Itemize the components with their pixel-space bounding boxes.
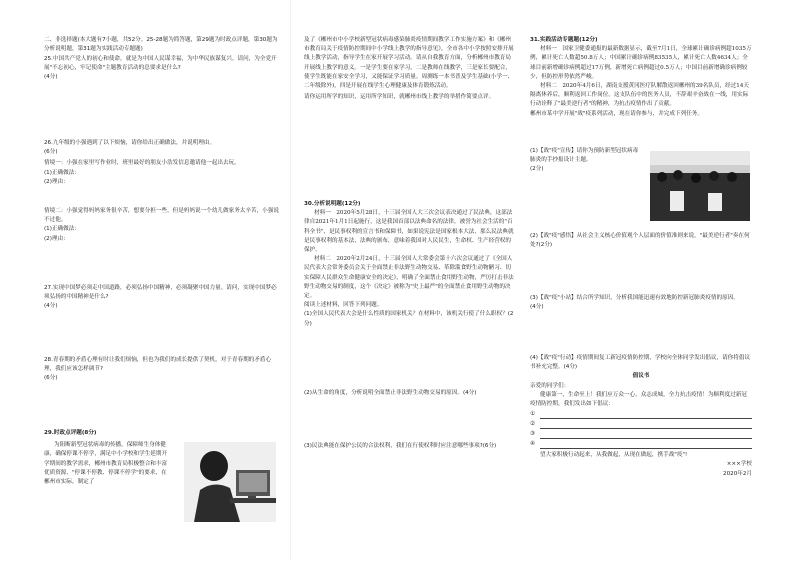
q30-material-1: 材料一 2020年5月28日，十三届全国人大三次会议表决通过了民法典，这部法律自2021年1月1日起施行，这是我国首部以法典命名的法律，被誉为社会生活的"百科全书"，是民事权利的宣言书和保障书，如果说宪法是国家根本大法，那么民法典就是民事权利的基本法，法典的颁布，意味着我国对人民民生，生命权、生产经营权的保护。 bbox=[304, 210, 514, 254]
question-29-continued bbox=[304, 36, 516, 102]
question-26 bbox=[44, 139, 282, 244]
q29-continued-text: 及了《郴州市中小学校新型冠状病毒感染肺炎疫情期间教学工作实施方案》和《郴州市教育局关于疫情防控期间中小学线上教学的指导意见》，全市各中小学按照安排开展线上教学活动，指导学生在家开展学习活动。请从自我教育方面，分析郴州市教育局开展线上教学的意义。一是学生要在家学习，二是教师在线教学，三是家长要配合，使学生既能在家安全学习，又能保证学习质量。周测练一本书普及学生基础(小学一、二年级除外)，四是开展在线学生心理健康及体育锻炼活动。 bbox=[304, 37, 514, 90]
q31-t2-score: (2分) bbox=[538, 242, 553, 249]
q31-task-2 bbox=[530, 232, 752, 250]
proposal-line-1 bbox=[530, 409, 752, 419]
proposal-line-1-number: ① bbox=[530, 411, 536, 418]
q30-question-1 bbox=[304, 310, 516, 328]
q31-task-3 bbox=[530, 294, 752, 312]
q31-material-2: 材料二 2020年4月6日，湖南支援黄冈医疗队解散返回郴州的39名队员，经过14天隔离休养后，顺利返回工作岗位。这支队伍中的医务人员，不辞艰辛奋战在一线，用实际行动诠释了"最美逆行者"的精神，为抗击疫情作出了贡献。 bbox=[530, 83, 749, 108]
q30-question-2-block bbox=[304, 389, 516, 398]
q30-question-3-block bbox=[304, 442, 516, 451]
q31-t1-score: (2分) bbox=[530, 166, 544, 173]
q30-q3-text: (3)民法典能在保护公民的合法权利，我们在行使权利时应注意哪些事项? bbox=[304, 443, 483, 449]
q30-title: 30.分析说明题(12分) bbox=[304, 201, 361, 207]
q31-t2-text: (2)【战"疫"感悟】从社会主义核心价值观个人层面的价值准则来说，"最美逆行者"奏在何处? bbox=[530, 233, 750, 249]
q26-score: (6分) bbox=[44, 149, 58, 156]
student-at-computer-illustration bbox=[184, 442, 276, 522]
proposal-answer-line-4[interactable] bbox=[540, 439, 752, 449]
question-28 bbox=[44, 356, 282, 384]
q30-q3-score: (6分) bbox=[482, 443, 497, 449]
q30-q2-score: (4分) bbox=[462, 390, 477, 396]
question-25 bbox=[44, 55, 282, 83]
q30-q1-text: (1)全国人民代表大会是什么性质的国家机关？在材料中，该机关行使了什么职权？ bbox=[304, 311, 508, 318]
q28-score: (6分) bbox=[44, 375, 58, 382]
q25-text: 25.中国共产党人的初心和使命，就是为中国人民谋幸福，为中华民族谋复兴。请问，为全党开展"不忘初心，牢记使命"主题教育活动的总要求是什么? bbox=[44, 56, 277, 72]
q31-t4-score: (4分) bbox=[563, 364, 578, 371]
q26-s1-answer-b: (2)理由： bbox=[44, 178, 69, 185]
q31-t3-text: (3)【战"疫"小站】结合所学知识，分析我国能迅速有效地防控新冠肺炎疫情的原因。 bbox=[530, 295, 739, 301]
proposal-title: 倡议书 bbox=[632, 373, 650, 380]
proposal-answer-line-2[interactable] bbox=[540, 419, 752, 429]
q30-material-2: 材料二 2020年2月24日，十三届全国人大常委会第十六次会议通过了《全国人民代表大会常务委员会关于全面禁止非法野生动物交易、革除滥食野生动物陋习、切实保障人民群众生命健康安全的决定》，明确了全面禁止食用野生动物，严厉打击非法野生动物交易的制度，这个《决定》被称为"史上最严"的全面禁止食用野生动物的决定。 bbox=[304, 256, 514, 300]
question-31 bbox=[530, 36, 752, 119]
q29-question: 请你运用所学的知识，运用所学知识，就郴州市线上教学的举措作简要点评。 bbox=[304, 94, 495, 101]
section-header bbox=[44, 36, 282, 54]
question-27 bbox=[44, 284, 282, 312]
proposal-greeting: 亲爱的同学们： bbox=[530, 382, 570, 389]
q26-text: 26.九年级的小强遇到了以下烦恼，请你给出正确做法，并说明理由。 bbox=[44, 140, 216, 146]
medical-team-illustration bbox=[650, 151, 750, 221]
proposal-line-2 bbox=[530, 419, 752, 429]
proposal-line-3-number: ③ bbox=[530, 431, 536, 438]
page-fold bbox=[290, 0, 291, 561]
q28-text: 28.青春期的矛盾心理有时让我们烦恼，但也为我们的成长提供了契机，对于青春期的矛盾心理，我们应该怎样调节? bbox=[44, 357, 272, 373]
q27-score: (4分) bbox=[44, 303, 58, 310]
proposal-line-4-number: ④ bbox=[530, 441, 536, 448]
proposal-date: 2020年2月 bbox=[723, 470, 752, 477]
q31-task-2-question bbox=[530, 232, 752, 250]
q29-title: 29.时政点评题(8分) bbox=[44, 430, 97, 436]
q29-text: 为阻断新型冠状病毒的传播，保障师生身体健康，确保停课不停学，满足中小学校和学生延期开学期间的教学需求，郴州市教育局积极整合和丰富优质资源，"停课不停教、停课不停学"的要求，在郴州市实际，制定了 bbox=[44, 442, 168, 486]
q31-material-1: 材料一 国家卫健委通报的最新数据显示，截至7月1日，全球累计确诊病例超1035万例，累计死亡人数超50.8万人；中国累计确诊病例83535人，累计死亡人数4634人；全球目前新增确诊病例超过17万例，新增死亡病例超过0.5万人；中国目前新增确诊病例较少，但防控形势依然严峻。 bbox=[530, 46, 752, 80]
q31-t4-text: (4)【战"疫"行动】疫情期间复工新冠疫情防控期，学校向全体同学发出倡议，请你将倡议书补充完整。 bbox=[530, 355, 751, 371]
q30-instruction: 阅读上述材料，回答下列问题。 bbox=[304, 302, 383, 309]
q31-task-4 bbox=[530, 354, 752, 479]
q30-q2-text: (2)从生命的角度，分析说明全面禁止非法野生动物交易的原因。 bbox=[304, 390, 463, 396]
q26-s2-answer-b: (2)理由： bbox=[44, 235, 69, 242]
question-30 bbox=[304, 200, 516, 329]
proposal-line-2-number: ② bbox=[530, 421, 536, 428]
q26-situation-1: 情境一：小强在家里写作业时，班里最好的朋友小浩发信息邀请他一起出去玩。 bbox=[44, 160, 240, 167]
online-class-photo bbox=[184, 442, 276, 522]
q31-title: 31.实践活动专题题(12分) bbox=[530, 37, 598, 43]
q31-intro: 郴州市某中学开展"战"疫系列活动，现在请你参与，并完成下列任务。 bbox=[530, 110, 703, 117]
proposal-body: 健康第一，生命至上！我们应万众一心，众志成城，全力抗击疫情！为顺利度过新冠疫情防控期，我们发出如下倡议： bbox=[530, 391, 747, 408]
q26-situation-2: 情境二：小强觉得妈妈家务很辛苦，想要分担一些，但是妈妈说一个幼儿做家务太辛苦，小强说不过他。 bbox=[44, 208, 279, 224]
section-instructions: 二、非选择题(本大题有7小题，共52分。25-28题为简答题，第29题为时政点评题，第30题为分析说明题，第31题为实践活动专题题) bbox=[44, 37, 278, 53]
q25-score: (4分) bbox=[44, 74, 58, 81]
proposal-line-3 bbox=[530, 429, 752, 439]
q26-s2-answer-a: (1)正确做法： bbox=[44, 226, 80, 233]
q30-question-2 bbox=[304, 389, 516, 398]
q30-q1-score: (2分) bbox=[304, 311, 514, 327]
q27-text: 27.实现中国梦必须走中国道路，必须弘扬中国精神，必须凝聚中国力量。请问，实现中国梦必须弘扬的中国精神是什么? bbox=[44, 285, 277, 301]
q31-task-1 bbox=[530, 147, 642, 175]
q26-s1-answer-a: (1)正确做法： bbox=[44, 169, 80, 176]
proposal-closing: 望大家积极行动起来，从我做起，从现在做起，携手战"疫"! bbox=[540, 452, 688, 459]
q30-question-3 bbox=[304, 442, 516, 451]
proposal-line-4 bbox=[530, 439, 752, 449]
proposal-answer-line-1[interactable] bbox=[540, 409, 752, 419]
q31-t1-text: (1)【战"疫"宣传】请你为预防新型冠状病毒肺炎的手抄报设计主题。 bbox=[530, 148, 639, 164]
q31-t3-score: (4分) bbox=[530, 304, 544, 311]
q31-task-4-question bbox=[530, 354, 752, 372]
proposal-signature: ×××学校 bbox=[726, 461, 752, 468]
medical-team-photo bbox=[650, 151, 750, 221]
proposal-answer-line-3[interactable] bbox=[540, 429, 752, 439]
